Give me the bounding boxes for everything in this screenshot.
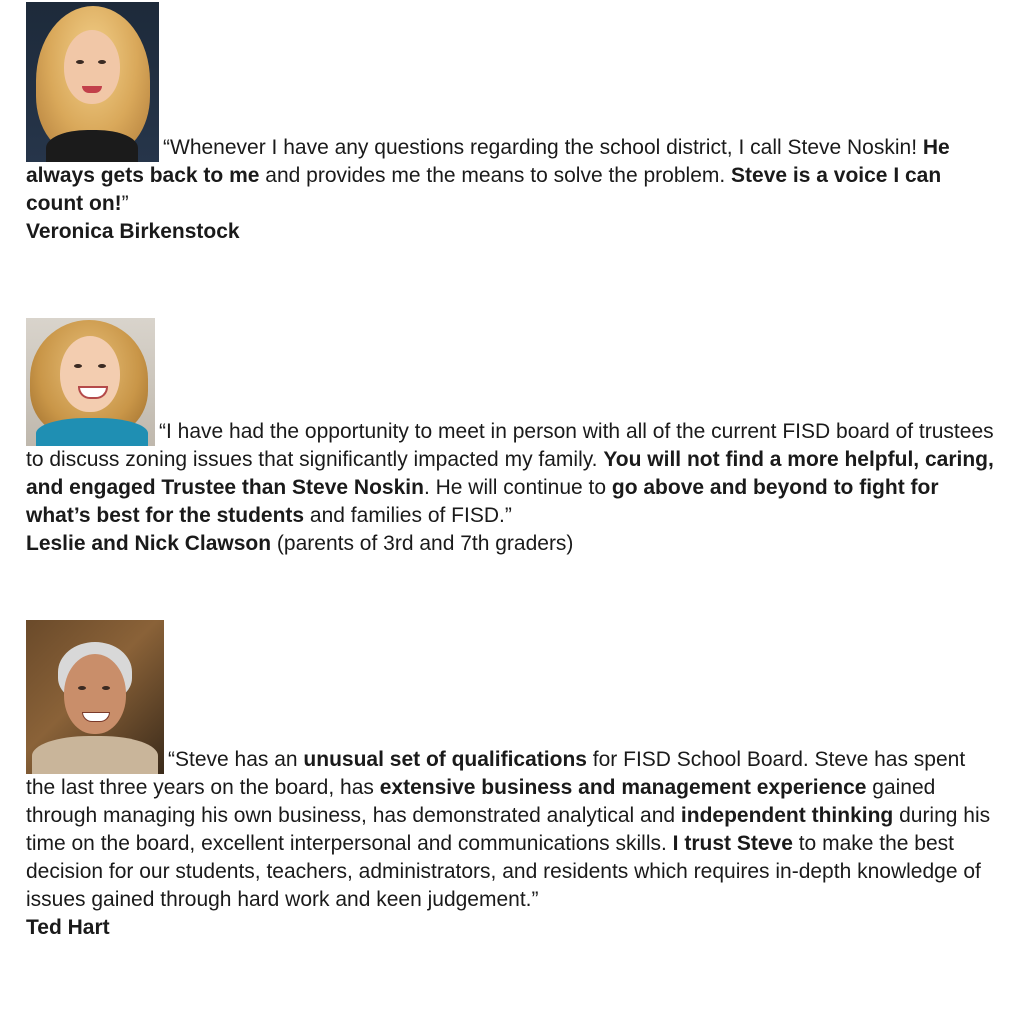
testimonial-1 [26,2,996,246]
quote-emphasis: Steve is a voice I can count on! [26,164,942,215]
author-name: Veronica Birkenstock [26,220,240,243]
quote-emphasis: unusual set of qualifications [303,748,587,771]
testimonial-quote [26,2,996,218]
testimonial-quote [26,318,996,530]
quote-text-segment: and provides me the means to solve the problem. [259,164,732,187]
author-line [26,218,996,246]
quote-emphasis: go above and beyond to fight for what’s best for the students [26,476,939,527]
quote-emphasis: He always gets back to me [26,136,950,187]
quote-emphasis: I trust Steve [672,832,793,855]
quote-text-segment: “I have had the opportunity to meet in person with all of the current FISD board of trustees to discuss zoning issues that significantly impacted my family. [26,420,994,471]
quote-segment [26,748,990,911]
author-line [26,530,996,558]
quote-emphasis: extensive business and management experience [379,776,867,799]
quote-segment [26,420,994,527]
woman-portrait-photo [26,2,159,162]
quote-text-segment: “Steve has an [168,748,304,771]
quote-text-segment: during his time on the board, excellent interpersonal and communications skills. [26,804,991,855]
author-line [26,914,996,942]
testimonial-2 [26,318,996,558]
author-note: (parents of 3rd and 7th graders) [271,532,574,555]
quote-text-segment: and families of FISD.” [304,504,512,527]
quote-segment [26,136,950,215]
quote-text-segment: to make the best decision for our students, teachers, administrators, and residents which requires in-depth knowledge of issues gained through hard work and keen judgement.” [26,832,981,911]
quote-text-segment: “Whenever I have any questions regarding the school district, I call Steve Noskin! [163,136,923,159]
woman-portrait-photo [26,318,155,446]
quote-text-segment: . He will continue to [423,476,612,499]
quote-text-segment: ” [121,192,129,215]
quote-text-segment: gained through managing his own business, has demonstrated analytical and [26,776,936,827]
quote-emphasis: independent thinking [680,804,894,827]
testimonial-quote [26,620,996,914]
author-name: Ted Hart [26,916,110,939]
author-name: Leslie and Nick Clawson [26,532,272,555]
quote-text-segment: for FISD School Board. Steve has spent the last three years on the board, has [26,748,966,799]
quote-emphasis: You will not find a more helpful, caring, and engaged Trustee than Steve Noskin [26,448,994,499]
testimonial-3 [26,620,996,942]
man-portrait-photo [26,620,164,774]
